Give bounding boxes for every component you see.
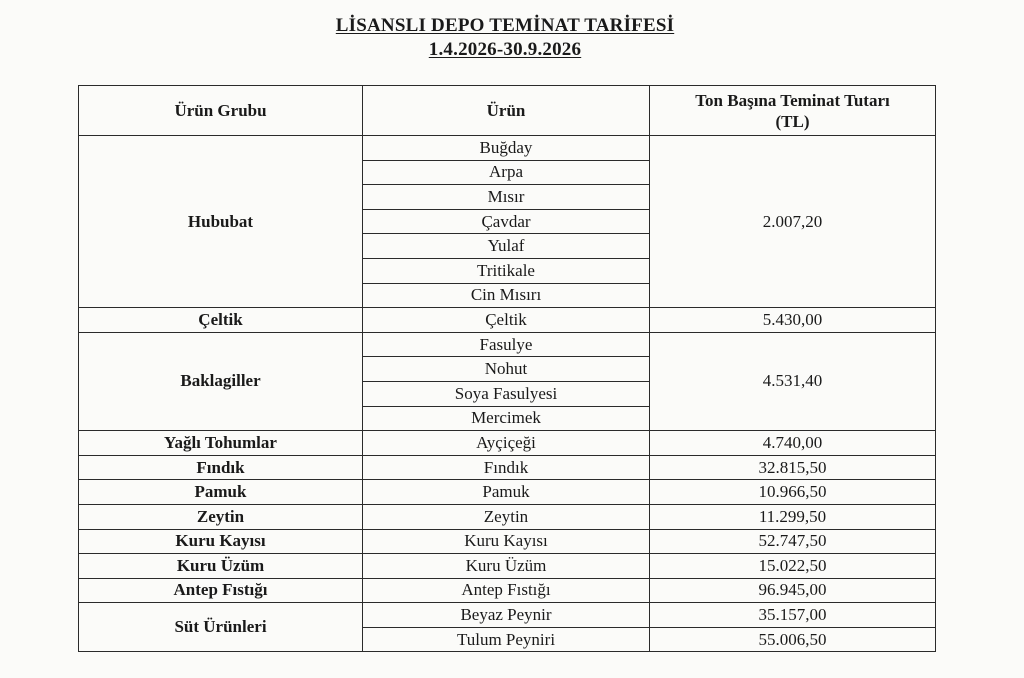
table-row	[79, 603, 936, 628]
table-row	[79, 136, 936, 161]
amount-cell: 2.007,20	[650, 136, 936, 308]
table-row	[79, 529, 936, 554]
group-cell: Fındık	[79, 455, 363, 480]
table-header-row	[79, 86, 936, 136]
amount-cell: 4.740,00	[650, 431, 936, 456]
header-product-group: Ürün Grubu	[79, 86, 363, 136]
tariff-table	[78, 85, 936, 652]
amount-cell: 11.299,50	[650, 504, 936, 529]
group-cell: Kuru Kayısı	[79, 529, 363, 554]
group-cell: Çeltik	[79, 308, 363, 333]
header-product: Ürün	[363, 86, 650, 136]
product-cell: Arpa	[363, 160, 650, 185]
group-cell: Zeytin	[79, 504, 363, 529]
group-cell: Kuru Üzüm	[79, 554, 363, 579]
product-cell: Beyaz Peynir	[363, 603, 650, 628]
product-cell: Fındık	[363, 455, 650, 480]
product-cell: Tulum Peyniri	[363, 627, 650, 652]
table-row	[79, 455, 936, 480]
product-cell: Buğday	[363, 136, 650, 161]
table-row	[79, 332, 936, 357]
product-cell: Ayçiçeği	[363, 431, 650, 456]
amount-cell: 55.006,50	[650, 627, 936, 652]
table-row	[79, 480, 936, 505]
table-row	[79, 308, 936, 333]
header-amount	[650, 86, 936, 136]
group-cell: Hububat	[79, 136, 363, 308]
header-amount-line1: Ton Başına Teminat Tutarı	[695, 90, 890, 110]
group-cell: Yağlı Tohumlar	[79, 431, 363, 456]
product-cell: Çavdar	[363, 209, 650, 234]
product-cell: Çeltik	[363, 308, 650, 333]
product-cell: Soya Fasulyesi	[363, 381, 650, 406]
group-cell: Süt Ürünleri	[79, 603, 363, 652]
product-cell: Cin Mısırı	[363, 283, 650, 308]
amount-cell: 52.747,50	[650, 529, 936, 554]
amount-cell: 10.966,50	[650, 480, 936, 505]
document-period: 1.4.2026-30.9.2026	[428, 39, 582, 60]
amount-cell: 4.531,40	[650, 332, 936, 430]
amount-cell: 96.945,00	[650, 578, 936, 603]
product-cell: Yulaf	[363, 234, 650, 259]
product-cell: Fasulye	[363, 332, 650, 357]
amount-cell: 35.157,00	[650, 603, 936, 628]
header-amount-line2: (TL)	[775, 111, 810, 131]
table-row	[79, 554, 936, 579]
product-cell: Mercimek	[363, 406, 650, 431]
amount-cell: 5.430,00	[650, 308, 936, 333]
product-cell: Mısır	[363, 185, 650, 210]
table-row	[79, 431, 936, 456]
product-cell: Nohut	[363, 357, 650, 382]
product-cell: Kuru Üzüm	[363, 554, 650, 579]
table-row	[79, 504, 936, 529]
amount-cell: 15.022,50	[650, 554, 936, 579]
group-cell: Baklagiller	[79, 332, 363, 430]
product-cell: Zeytin	[363, 504, 650, 529]
document-title: LİSANSLI DEPO TEMİNAT TARİFESİ	[335, 15, 675, 36]
product-cell: Kuru Kayısı	[363, 529, 650, 554]
product-cell: Tritikale	[363, 258, 650, 283]
group-cell: Pamuk	[79, 480, 363, 505]
group-cell: Antep Fıstığı	[79, 578, 363, 603]
product-cell: Antep Fıstığı	[363, 578, 650, 603]
table-row	[79, 578, 936, 603]
amount-cell: 32.815,50	[650, 455, 936, 480]
product-cell: Pamuk	[363, 480, 650, 505]
